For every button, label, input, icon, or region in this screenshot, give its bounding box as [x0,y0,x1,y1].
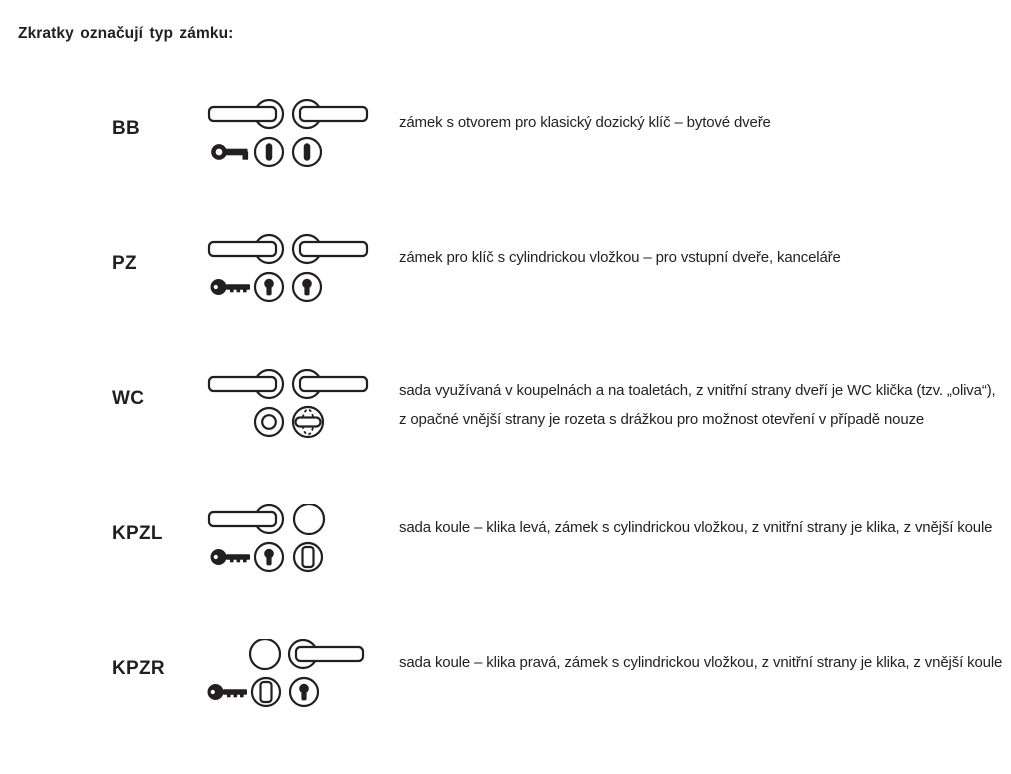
blind-rosette-icon [252,678,280,706]
pz-keyhole-rosette-icon [255,273,283,301]
bb-keyhole-rosette-icon [293,138,321,166]
description-line: zámek s otvorem pro klasický dozický klíč – bytové dveře [399,113,771,131]
cylinder-key-icon [211,549,251,565]
lock-type-code: KPZL [112,523,163,544]
description-line: sada koule – klika levá, zámek s cylindrickou vložkou, z vnitřní strany je klika, z vnější koule [399,518,993,536]
right-lever-handle-icon [293,235,367,263]
classic-bit-key-icon [213,146,248,159]
lock-type-code: KPZR [112,658,165,679]
pz-keyhole-rosette-icon [255,543,283,571]
left-lever-handle-icon [209,235,283,263]
pz-keyhole-rosette-icon [290,678,318,706]
lock-type-row-kpzr [0,639,1011,711]
page-title: Zkratky označují typ zámku: [18,25,234,42]
pz-keyhole-rosette-icon [293,273,321,301]
knob-icon [294,504,324,534]
lock-icon-cluster-kpzr [203,639,373,711]
lock-type-row-pz [0,234,1011,306]
lock-type-description [399,376,996,434]
description-line: sada využívaná v koupelnách a na toaletách, z vnitřní strany dveří je WC klička (tzv. „oliva“), [399,382,996,399]
lock-icon-cluster-pz [203,234,373,306]
left-lever-handle-icon [209,100,283,128]
lock-type-code: WC [112,388,145,409]
lock-type-row-bb [0,99,1011,171]
right-lever-handle-icon [293,370,367,398]
right-lever-handle-icon [289,640,363,668]
lock-type-description [399,108,771,137]
lock-icon-cluster-kpzl [203,504,373,576]
bb-keyhole-rosette-icon [255,138,283,166]
lock-type-row-wc [0,369,1011,441]
lock-type-description [399,648,1002,677]
left-lever-handle-icon [209,505,283,533]
cylinder-key-icon [211,279,251,295]
lock-type-code: PZ [112,253,137,274]
right-lever-handle-icon [293,100,367,128]
cylinder-key-icon [208,684,248,700]
description-line: z opačné vnější strany je rozeta s drážkou pro možnost otevření v případě nouze [399,411,925,428]
wc-oliva-rosette-icon [293,407,323,437]
lock-type-row-kpzl [0,504,1011,576]
knob-icon [250,639,280,669]
left-lever-handle-icon [209,370,283,398]
description-line: zámek pro klíč s cylindrickou vložkou – pro vstupní dveře, kanceláře [399,248,841,266]
lock-type-code: BB [112,118,141,139]
lock-icon-cluster-wc [203,369,373,441]
lock-icon-cluster-bb [203,99,373,171]
lock-type-legend [0,99,1011,774]
lock-type-description [399,513,992,542]
lock-type-description [399,243,841,272]
blind-rosette-icon [294,543,322,571]
grooved-rosette-icon [255,408,283,436]
description-line: sada koule – klika pravá, zámek s cylindrickou vložkou, z vnitřní strany je klika, z vnější koule [399,653,1003,671]
